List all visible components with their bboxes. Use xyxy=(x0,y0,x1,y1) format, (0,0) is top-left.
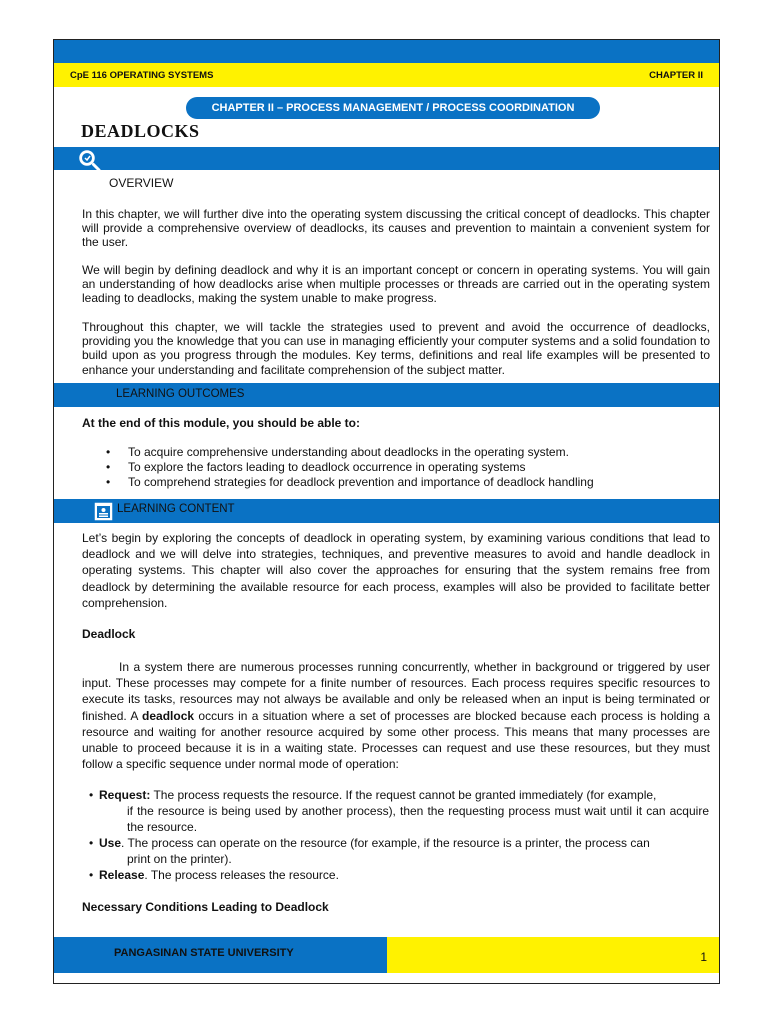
operation-term: Use xyxy=(99,836,122,850)
document-page xyxy=(53,39,720,984)
deadlock-paragraph xyxy=(82,659,710,772)
operation-text: if the resource is being used by another process), then the requesting process must wait until it can acquire the resource. xyxy=(127,804,709,834)
overview-paragraph: In this chapter, we will further dive into the operating system discussing the critical concept of deadlocks. This chapter will provide a comprehensive overview of deadlocks, its causes and prevention to maintain a convenient system for the user. xyxy=(82,207,710,250)
list-item: • To acquire comprehensive understanding about deadlocks in the operating system. xyxy=(106,445,706,460)
conditions-heading: Necessary Conditions Leading to Deadlock xyxy=(82,900,329,914)
chapter-title-banner: CHAPTER II – PROCESS MANAGEMENT / PROCESS COORDINATION xyxy=(186,97,600,119)
header-yellow-band xyxy=(54,63,719,87)
learning-outcomes-heading: LEARNING OUTCOMES xyxy=(116,388,245,400)
list-item: • Release. The process releases the resource. xyxy=(89,868,339,882)
overview-heading: OVERVIEW xyxy=(109,176,174,190)
operation-text: The process requests the resource. If the request cannot be granted immediately (for example, xyxy=(150,788,657,802)
operation-term: Release xyxy=(99,868,145,882)
magnifier-icon xyxy=(75,146,101,172)
operation-list xyxy=(89,787,709,883)
document-icon xyxy=(93,501,114,522)
operation-text: print on the printer). xyxy=(127,852,232,866)
overview-paragraph: Throughout this chapter, we will tackle the strategies used to prevent and avoid the occurrence of deadlocks, providing you the knowledge that you can use in managing efficiently your computer systems and a solid foundation to build upon as you progress through the modules. Key terms, definitions and real life examples will be presented to enhance your understanding and facilitate comprehension of the subject matter. xyxy=(82,320,710,377)
chapter-label: CHAPTER II xyxy=(649,70,703,81)
operation-text: . The process releases the resource. xyxy=(144,868,339,882)
list-item: • Request: The process requests the resource. If the request cannot be granted immediately (for example, if the resource is being used by another process), then the requesting process must wait until it can acquire the resource. xyxy=(89,788,709,834)
list-item: • To comprehend strategies for deadlock prevention and importance of deadlock handling xyxy=(106,475,706,490)
page-title: DEADLOCKS xyxy=(81,121,200,141)
page-number: 1 xyxy=(700,950,707,964)
footer-yellow-band xyxy=(387,937,719,973)
content-intro: Let’s begin by exploring the concepts of deadlock in operating system, by examining various conditions that lead to deadlock and we will delve into strategies, techniques, and preventive measures to avoid and handle deadlock in operating systems. This chapter will also cover the approaches for ensuring that the system remains free from deadlock by determining the available resource for each process, examples will also be provided to facilitate better comprehension. xyxy=(82,531,710,610)
overview-paragraph: We will begin by defining deadlock and why it is an important concept or concern in operating systems. You will gain an understanding of how deadlocks arise when multiple processes or threads are carried out in the operating system leading to deadlocks, making the system unable to make progress. xyxy=(82,263,710,306)
deadlock-text: In a system there are numerous processes running concurrently, whether in background or triggered by user input. These processes may compete for a finite number of resources. Each process requires specific resources to execute its tasks, resources may not always be available and only be released when an input is being terminated or finished. A xyxy=(82,660,710,723)
list-item: • To explore the factors leading to deadlock occurrence in operating systems xyxy=(106,460,706,475)
operation-text: . The process can operate on the resource (for example, if the resource is a printer, the process can xyxy=(121,836,650,850)
header-blue-band xyxy=(54,40,719,63)
course-label: CpE 116 OPERATING SYSTEMS xyxy=(70,70,214,81)
outcomes-intro: At the end of this module, you should be able to: xyxy=(82,416,360,430)
list-item: • Use. The process can operate on the resource (for example, if the resource is a printer, the process can print on the printer). xyxy=(89,835,709,867)
footer-university: PANGASINAN STATE UNIVERSITY xyxy=(114,947,294,959)
outcomes-list xyxy=(106,445,706,490)
operation-term: Request: xyxy=(99,788,151,802)
overview-bar xyxy=(54,147,719,170)
deadlock-heading: Deadlock xyxy=(82,627,136,641)
deadlock-text: occurs in a situation where a set of processes are blocked because each process is holding a resource and waiting for another resource acquired by some other process. This means that many processes are unable to proceed because it is in a waiting state. Processes can request and use these resources, but they must follow a specific sequence under normal mode of operation: xyxy=(82,708,710,772)
learning-content-heading: LEARNING CONTENT xyxy=(117,503,235,515)
deadlock-term: deadlock xyxy=(142,708,195,723)
